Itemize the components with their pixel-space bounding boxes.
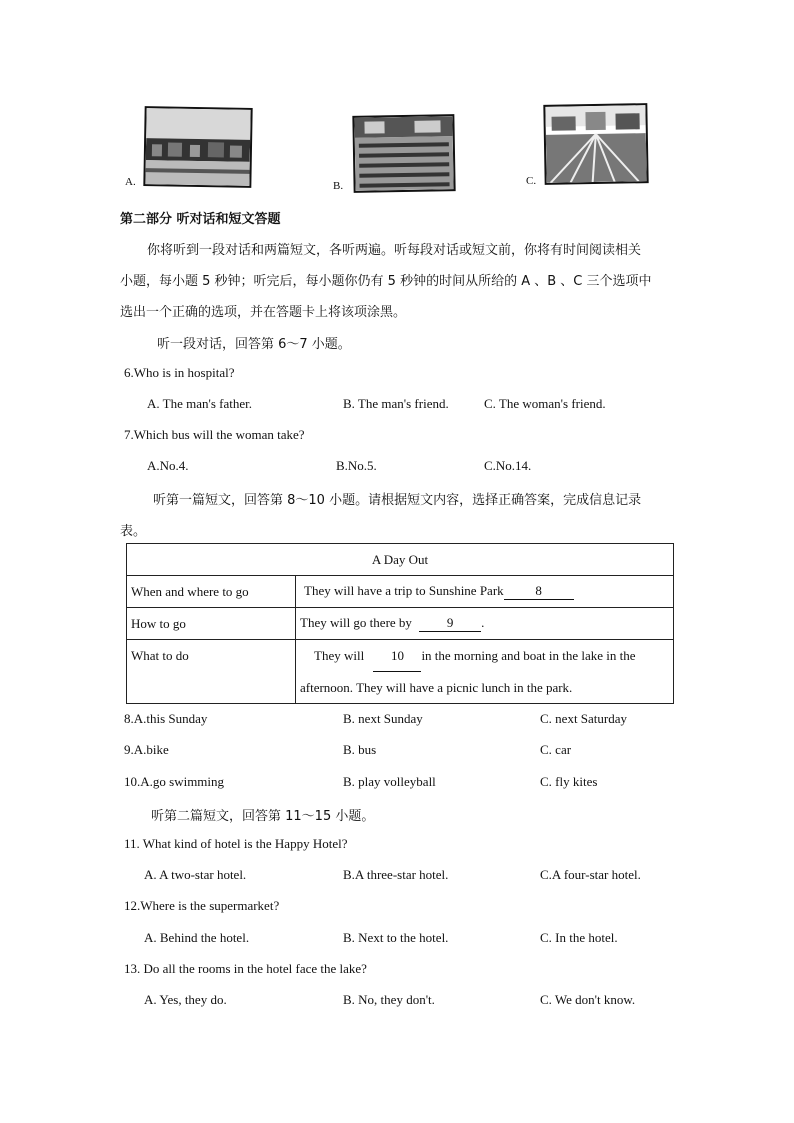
q9-option-c: C. car bbox=[540, 742, 572, 757]
passage1-intro-line-2: 表。 bbox=[120, 524, 147, 539]
info-table bbox=[126, 543, 674, 704]
q12-option-b: B. Next to the hotel. bbox=[343, 930, 449, 945]
q13-question: 13. Do all the rooms in the hotel face the lake? bbox=[124, 961, 367, 976]
q7-option-c: C.No.14. bbox=[484, 458, 532, 473]
picture-b-image bbox=[354, 116, 453, 191]
picture-a-image bbox=[145, 108, 250, 186]
q10-option-b: B. play volleyball bbox=[343, 774, 436, 789]
row-label-how: How to go bbox=[127, 608, 296, 640]
q6-option-b: B. The man's friend. bbox=[343, 396, 449, 411]
instruction-line-1: 你将听到一段对话和两篇短文，各听两遍。听每段对话或短文前，你将有时间阅读相关 bbox=[147, 243, 642, 258]
row2-text: They will go there by bbox=[300, 615, 412, 630]
q8-option-a: 8.A.this Sunday bbox=[124, 711, 208, 726]
q13-option-a: A. Yes, they do. bbox=[144, 992, 227, 1007]
instruction-line-2: 小题，每小题 5 秒钟；听完后，每小题你仍有 5 秒钟的时间从所给的 A 、B 、C 三个选项中 bbox=[120, 274, 652, 289]
blank-9[interactable]: 9 bbox=[419, 615, 481, 632]
q7-option-a: A.No.4. bbox=[147, 458, 189, 473]
q8-option-c: C. next Saturday bbox=[540, 711, 628, 726]
q9-option-a: 9.A.bike bbox=[124, 742, 169, 757]
q11-option-b: B.A three-star hotel. bbox=[343, 867, 449, 882]
q11-option-a: A. A two-star hotel. bbox=[144, 867, 247, 882]
row-value-when-where bbox=[296, 576, 674, 608]
info-table-row bbox=[127, 576, 674, 608]
info-table-title: A Day Out bbox=[127, 544, 674, 576]
picture-a-label: A. bbox=[125, 176, 136, 188]
q7-question: 7.Which bus will the woman take? bbox=[124, 427, 305, 442]
picture-c bbox=[543, 103, 648, 185]
blank-8[interactable]: 8 bbox=[504, 583, 574, 600]
section-title: 第二部分 听对话和短文答题 bbox=[120, 212, 281, 227]
q8-option-b: B. next Sunday bbox=[343, 711, 423, 726]
picture-b bbox=[352, 114, 455, 193]
passage1-intro-line-1: 听第一篇短文，回答第 8～10 小题。请根据短文内容，选择正确答案，完成信息记录 bbox=[153, 493, 642, 508]
row1-text: They will have a trip to Sunshine Park bbox=[304, 583, 504, 598]
q11-option-c: C.A four-star hotel. bbox=[540, 867, 641, 882]
row3-text-c: afternoon. They will have a picnic lunch in the park. bbox=[300, 680, 573, 695]
q10-option-c: C. fly kites bbox=[540, 774, 598, 789]
passage2-intro: 听第二篇短文，回答第 11～15 小题。 bbox=[151, 809, 375, 824]
q12-option-c: C. In the hotel. bbox=[540, 930, 618, 945]
picture-a bbox=[143, 106, 252, 188]
instruction-line-3: 选出一个正确的选项，并在答题卡上将该项涂黑。 bbox=[120, 305, 407, 320]
picture-b-label: B. bbox=[333, 180, 344, 192]
picture-c-image bbox=[545, 105, 646, 183]
q10-option-a: 10.A.go swimming bbox=[124, 774, 225, 789]
row-label-when-where: When and where to go bbox=[127, 576, 296, 608]
dialogue-intro: 听一段对话，回答第 6～7 小题。 bbox=[157, 337, 351, 352]
info-table-title-row bbox=[127, 544, 674, 576]
row-value-what bbox=[296, 640, 674, 704]
row-label-what: What to do bbox=[127, 640, 296, 704]
row2-end: . bbox=[481, 615, 485, 630]
q7-option-b: B.No.5. bbox=[336, 458, 377, 473]
q11-question: 11. What kind of hotel is the Happy Hotel? bbox=[124, 836, 348, 851]
blank-10[interactable]: 10 bbox=[373, 640, 421, 672]
q13-option-c: C. We don't know. bbox=[540, 992, 636, 1007]
q6-option-c: C. The woman's friend. bbox=[484, 396, 606, 411]
row3-text-b: in the morning and boat in the lake in the bbox=[421, 648, 636, 663]
q6-question: 6.Who is in hospital? bbox=[124, 365, 235, 380]
q9-option-b: B. bus bbox=[343, 742, 377, 757]
q13-option-b: B. No, they don't. bbox=[343, 992, 435, 1007]
info-table-row bbox=[127, 608, 674, 640]
picture-c-label: C. bbox=[526, 175, 537, 187]
info-table-row bbox=[127, 640, 674, 704]
row-value-how bbox=[296, 608, 674, 640]
q12-question: 12.Where is the supermarket? bbox=[124, 898, 280, 913]
q6-option-a: A. The man's father. bbox=[147, 396, 252, 411]
q12-option-a: A. Behind the hotel. bbox=[144, 930, 250, 945]
row3-text-a: They will bbox=[314, 648, 365, 663]
